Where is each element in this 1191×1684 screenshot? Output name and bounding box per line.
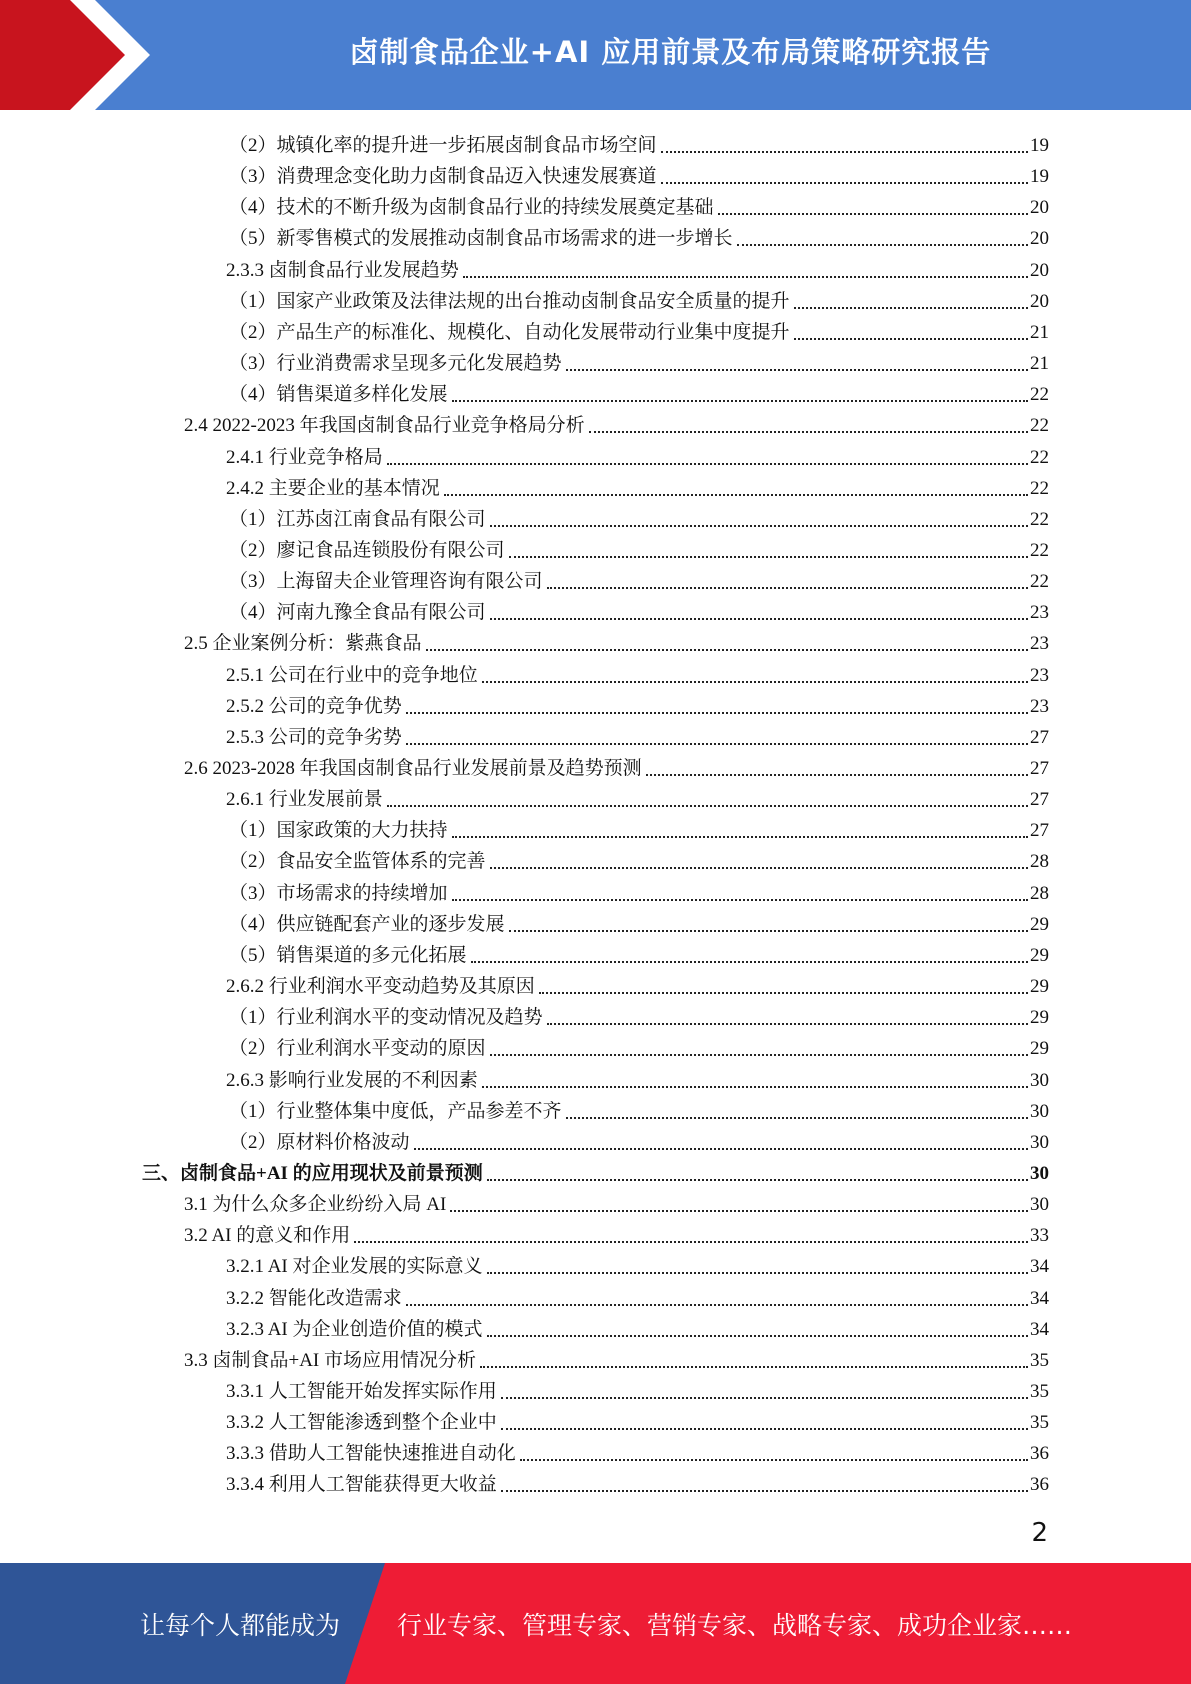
toc-entry-page: 30 — [1030, 1100, 1049, 1122]
toc-entry[interactable] — [229, 594, 1049, 625]
toc-entry[interactable] — [229, 158, 1049, 189]
toc-leader-dots — [490, 1054, 1028, 1056]
toc-entry-title: 3.1 为什么众多企业纷纷入局 AI — [184, 1194, 447, 1216]
header-banner — [0, 0, 1191, 110]
toc-entry-page: 35 — [1030, 1381, 1049, 1402]
toc-entry[interactable] — [229, 843, 1049, 874]
toc-entry[interactable] — [142, 1155, 1049, 1186]
toc-entry-title: 3.2.1 AI 对企业发展的实际意义 — [226, 1256, 483, 1278]
toc-leader-dots — [487, 1335, 1028, 1337]
toc-leader-dots — [406, 743, 1028, 745]
toc-entry[interactable] — [226, 1062, 1049, 1093]
toc-entry-page: 20 — [1030, 290, 1049, 312]
toc-entry-page: 27 — [1030, 820, 1049, 842]
toc-entry[interactable] — [229, 283, 1049, 314]
toc-leader-dots — [463, 276, 1028, 278]
toc-leader-dots — [547, 587, 1028, 589]
toc-entry[interactable] — [229, 906, 1049, 937]
toc-leader-dots — [406, 1304, 1028, 1306]
toc-leader-dots — [509, 556, 1028, 558]
toc-leader-dots — [482, 1086, 1028, 1088]
toc-entry-title: 2.5 企业案例分析：紫燕食品 — [184, 633, 422, 655]
toc-entry-title: （4）销售渠道多样化发展 — [229, 384, 448, 406]
toc-entry-page: 20 — [1030, 259, 1049, 281]
toc-entry-title: 2.4.1 行业竞争格局 — [226, 446, 383, 468]
toc-entry[interactable] — [229, 189, 1049, 220]
toc-leader-dots — [444, 494, 1028, 496]
toc-leader-dots — [487, 1179, 1028, 1181]
toc-leader-dots — [520, 1459, 1028, 1461]
toc-leader-dots — [387, 463, 1028, 465]
toc-leader-dots — [661, 182, 1028, 184]
toc-entry-page: 30 — [1030, 1131, 1049, 1153]
toc-entry[interactable] — [229, 999, 1049, 1030]
toc-entry-title: （4）技术的不断升级为卤制食品行业的持续发展奠定基础 — [229, 197, 714, 219]
toc-entry-page: 21 — [1030, 321, 1049, 343]
toc-entry-title: 2.6 2023-2028 年我国卤制食品行业发展前景及趋势预测 — [184, 758, 642, 779]
toc-entry[interactable] — [226, 719, 1049, 750]
toc-entry-page: 27 — [1030, 758, 1049, 779]
toc-entry-page: 27 — [1030, 726, 1049, 748]
footer-slogan-right: 行业专家、管理专家、营销专家、战略专家、成功企业家…… — [397, 1610, 1073, 1640]
toc-entry[interactable] — [226, 657, 1049, 688]
toc-entry-title: 2.5.2 公司的竞争优势 — [226, 695, 402, 717]
toc-entry-page: 22 — [1030, 415, 1049, 437]
toc-entry-page: 30 — [1030, 1162, 1049, 1184]
toc-leader-dots — [480, 1366, 1028, 1368]
toc-leader-dots — [387, 805, 1028, 807]
toc-entry[interactable] — [226, 1248, 1049, 1279]
toc-entry-page: 22 — [1030, 384, 1049, 406]
toc-entry-title: 3.3.2 人工智能渗透到整个企业中 — [226, 1412, 497, 1434]
toc-leader-dots — [718, 213, 1028, 215]
toc-entry[interactable] — [184, 750, 1049, 781]
toc-entry-page: 23 — [1030, 633, 1049, 655]
toc-entry[interactable] — [184, 407, 1049, 438]
toc-leader-dots — [452, 836, 1028, 838]
toc-leader-dots — [794, 307, 1028, 309]
toc-entry-title: （4）供应链配套产业的逐步发展 — [229, 913, 505, 935]
toc-entry-title: （1）江苏卤江南食品有限公司 — [229, 508, 486, 530]
toc-entry-title: （3）消费理念变化助力卤制食品迈入快速发展赛道 — [229, 166, 657, 188]
toc-entry-page: 22 — [1030, 446, 1049, 468]
toc-leader-dots — [406, 712, 1028, 714]
toc-entry[interactable] — [226, 968, 1049, 999]
toc-entry-page: 22 — [1030, 539, 1049, 561]
toc-entry-page: 29 — [1030, 976, 1049, 998]
toc-entry-page: 28 — [1030, 882, 1049, 904]
toc-entry-page: 29 — [1030, 944, 1049, 966]
toc-leader-dots — [539, 992, 1028, 994]
header-red-arrow — [0, 0, 150, 110]
toc-leader-dots — [490, 618, 1028, 620]
toc-leader-dots — [566, 369, 1028, 371]
toc-entry-page: 20 — [1030, 228, 1049, 250]
toc-entry[interactable] — [226, 1466, 1049, 1497]
toc-entry[interactable] — [229, 532, 1049, 563]
toc-entry-page: 22 — [1030, 477, 1049, 499]
toc-entry-title: 3.3 卤制食品+AI 市场应用情况分析 — [184, 1349, 477, 1371]
toc-leader-dots — [509, 930, 1028, 932]
toc-entry-page: 33 — [1030, 1225, 1049, 1247]
toc-leader-dots — [501, 1428, 1028, 1430]
toc-entry-title: 2.5.3 公司的竞争劣势 — [226, 726, 402, 748]
toc-entry-page: 29 — [1030, 1007, 1049, 1029]
toc-entry[interactable] — [226, 1373, 1049, 1404]
toc-entry-page: 36 — [1030, 1474, 1049, 1496]
toc-entry-title: 2.4 2022-2023 年我国卤制食品行业竞争格局分析 — [184, 415, 585, 437]
toc-entry-page: 29 — [1030, 913, 1049, 935]
page-number: 2 — [1031, 1518, 1048, 1548]
toc-entry-title: 2.6.3 影响行业发展的不利因素 — [226, 1069, 478, 1091]
toc-entry[interactable] — [226, 439, 1049, 470]
toc-leader-dots — [661, 151, 1028, 153]
toc-leader-dots — [452, 899, 1028, 901]
toc-entry-title: （2）原材料价格波动 — [229, 1131, 410, 1153]
toc-entry-title: （1）国家产业政策及法律法规的出台推动卤制食品安全质量的提升 — [229, 290, 790, 312]
toc-entry[interactable] — [226, 1404, 1049, 1435]
toc-entry-title: （5）新零售模式的发展推动卤制食品市场需求的进一步增长 — [229, 228, 733, 250]
toc-entry-title: 3.2.3 AI 为企业创造价值的模式 — [226, 1318, 483, 1340]
toc-entry-title: （3）上海留夫企业管理咨询有限公司 — [229, 571, 543, 593]
toc-entry[interactable] — [229, 127, 1049, 158]
toc-entry-page: 23 — [1030, 664, 1049, 686]
toc-entry-title: （1）国家政策的大力扶持 — [229, 820, 448, 842]
toc-entry[interactable] — [229, 345, 1049, 376]
toc-leader-dots — [501, 1397, 1028, 1399]
toc-entry-title: （5）销售渠道的多元化拓展 — [229, 944, 467, 966]
toc-entry-title: （2）食品安全监管体系的完善 — [229, 851, 486, 873]
toc-leader-dots — [452, 400, 1028, 402]
toc-entry-page: 23 — [1030, 602, 1049, 624]
toc-entry-page: 35 — [1030, 1349, 1049, 1371]
toc-leader-dots — [487, 1272, 1028, 1274]
toc-entry-page: 34 — [1030, 1256, 1049, 1278]
toc-leader-dots — [646, 774, 1028, 776]
toc-entry[interactable] — [226, 688, 1049, 719]
toc-leader-dots — [589, 431, 1028, 433]
toc-entry[interactable] — [226, 1311, 1049, 1342]
toc-entry[interactable] — [229, 1030, 1049, 1061]
toc-entry[interactable] — [184, 625, 1049, 656]
toc-entry-title: 2.3.3 卤制食品行业发展趋势 — [226, 259, 459, 281]
toc-entry[interactable] — [229, 1093, 1049, 1124]
toc-entry-title: 2.4.2 主要企业的基本情况 — [226, 477, 440, 499]
toc-entry-title: 3.3.4 利用人工智能获得更大收益 — [226, 1474, 497, 1496]
footer-banner — [0, 1563, 1191, 1684]
toc-entry-title: 2.6.1 行业发展前景 — [226, 789, 383, 811]
toc-entry-page: 30 — [1030, 1069, 1049, 1091]
toc-entry-title: （1）行业利润水平的变动情况及趋势 — [229, 1007, 543, 1029]
toc-entry-title: （4）河南九豫全食品有限公司 — [229, 602, 486, 624]
toc-entry-title: 3.2 AI 的意义和作用 — [184, 1225, 351, 1247]
toc-entry-page: 30 — [1030, 1194, 1049, 1216]
toc-entry[interactable] — [184, 1186, 1049, 1217]
toc-entry-title: （2）产品生产的标准化、规模化、自动化发展带动行业集中度提升 — [229, 321, 790, 343]
toc-entry[interactable] — [184, 1342, 1049, 1373]
toc-entry[interactable] — [229, 875, 1049, 906]
toc-entry-title: （1）行业整体集中度低，产品参差不齐 — [229, 1100, 562, 1122]
toc-entry-page: 34 — [1030, 1287, 1049, 1309]
toc-leader-dots — [414, 1148, 1028, 1150]
report-title: 卤制食品企业+AI 应用前景及布局策略研究报告 — [349, 34, 992, 69]
toc-leader-dots — [794, 338, 1028, 340]
toc-leader-dots — [501, 1490, 1028, 1492]
toc-entry[interactable] — [226, 1435, 1049, 1466]
toc-entry[interactable] — [229, 812, 1049, 843]
toc-entry[interactable] — [229, 314, 1049, 345]
toc-entry-page: 27 — [1030, 789, 1049, 811]
toc-entry[interactable] — [226, 781, 1049, 812]
toc-entry[interactable] — [226, 470, 1049, 501]
toc-entry-title: （2）城镇化率的提升进一步拓展卤制食品市场空间 — [229, 135, 657, 156]
toc-entry[interactable] — [226, 1280, 1049, 1311]
toc-entry[interactable] — [184, 1217, 1049, 1248]
toc-entry-page: 29 — [1030, 1038, 1049, 1060]
toc-leader-dots — [482, 681, 1028, 683]
toc-entry-title: 3.2.2 智能化改造需求 — [226, 1287, 402, 1309]
toc-entry-title: （2）廖记食品连锁股份有限公司 — [229, 539, 505, 561]
toc-leader-dots — [450, 1210, 1028, 1212]
toc-entry-page: 23 — [1030, 695, 1049, 717]
toc-entry-page: 21 — [1030, 353, 1049, 375]
toc-entry-page: 28 — [1030, 851, 1049, 873]
toc-leader-dots — [547, 1023, 1028, 1025]
toc-entry-page: 22 — [1030, 571, 1049, 593]
toc-entry-title: （3）行业消费需求呈现多元化发展趋势 — [229, 353, 562, 375]
toc-entry-page: 20 — [1030, 197, 1049, 219]
toc-entry[interactable] — [229, 376, 1049, 407]
toc-entry-title: 2.5.1 公司在行业中的竞争地位 — [226, 664, 478, 686]
toc-entry[interactable] — [229, 937, 1049, 968]
toc-entry[interactable] — [229, 1124, 1049, 1155]
toc-leader-dots — [566, 1117, 1028, 1119]
toc-leader-dots — [471, 961, 1028, 963]
toc-leader-dots — [737, 244, 1028, 246]
toc-entry-page: 19 — [1030, 135, 1049, 156]
toc-entry-page: 36 — [1030, 1443, 1049, 1465]
toc-entry[interactable] — [226, 252, 1049, 283]
toc-entry-title: （2）行业利润水平变动的原因 — [229, 1038, 486, 1060]
footer-slogan-left: 让每个人都能成为 — [140, 1610, 341, 1640]
toc-entry-page: 34 — [1030, 1318, 1049, 1340]
toc-entry-title: 3.3.3 借助人工智能快速推进自动化 — [226, 1443, 516, 1465]
toc-entry-title: （3）市场需求的持续增加 — [229, 882, 448, 904]
toc-leader-dots — [354, 1241, 1028, 1243]
toc-entry[interactable] — [229, 563, 1049, 594]
toc-leader-dots — [490, 525, 1028, 527]
toc-leader-dots — [426, 649, 1028, 651]
toc-entry-page: 19 — [1030, 166, 1049, 188]
toc-entry-title: 3.3.1 人工智能开始发挥实际作用 — [226, 1381, 497, 1402]
toc-entry-page: 35 — [1030, 1412, 1049, 1434]
toc-entry-title: 三、卤制食品+AI 的应用现状及前景预测 — [142, 1162, 483, 1184]
toc-entry-page: 22 — [1030, 508, 1049, 530]
toc-leader-dots — [490, 867, 1028, 869]
toc-entry[interactable] — [229, 220, 1049, 251]
toc-entry[interactable] — [229, 501, 1049, 532]
toc-entry-title: 2.6.2 行业利润水平变动趋势及其原因 — [226, 976, 535, 998]
